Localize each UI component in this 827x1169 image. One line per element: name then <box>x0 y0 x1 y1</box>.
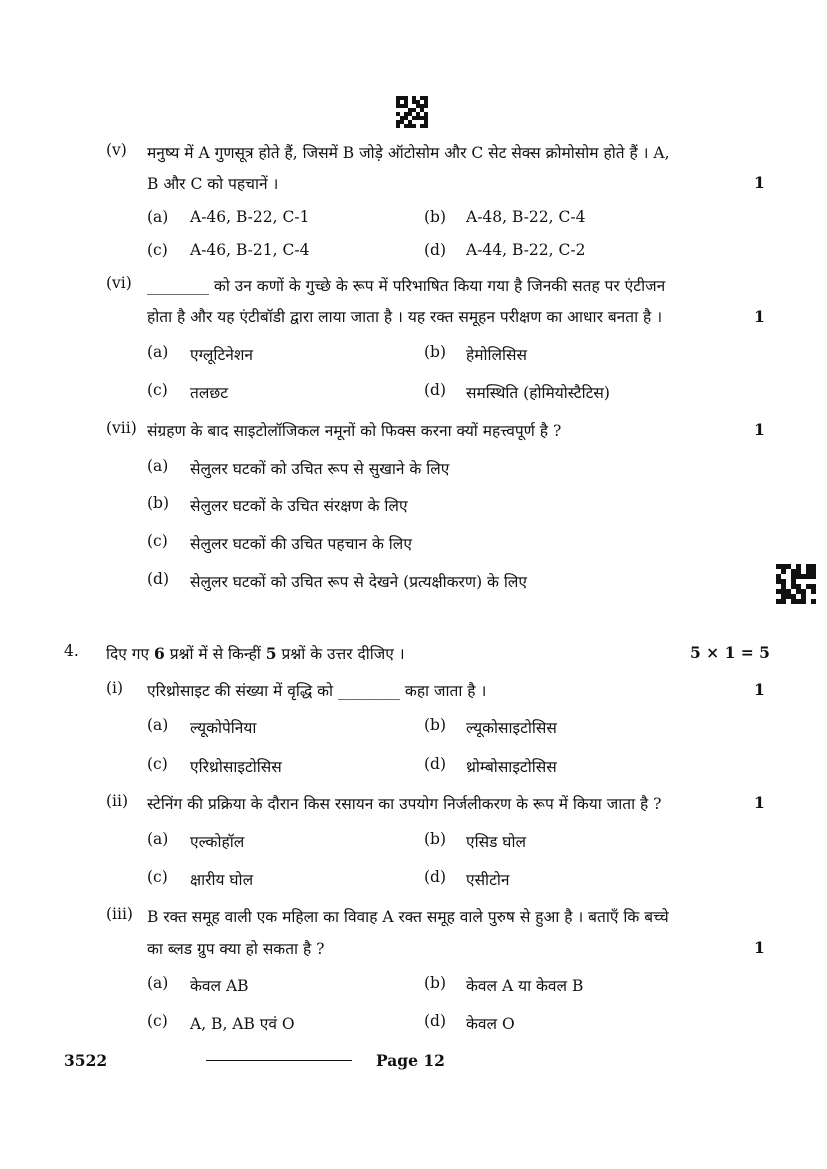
instruction-count: 6 <box>153 644 165 663</box>
option-label: (a) <box>147 716 169 734</box>
question-text: होता है और यह एंटीबॉडी द्वारा लाया जाता है । यह रक्त समूहन परीक्षण का आधार बनता है । <box>147 308 663 326</box>
option-label: (c) <box>147 868 168 886</box>
option-label: (a) <box>147 343 169 361</box>
option-label: (a) <box>147 830 169 848</box>
option-text: एग्लूटिनेशन <box>190 346 254 364</box>
option-text: एसीटोन <box>466 871 510 889</box>
option-text: A-48, B-22, C-4 <box>466 208 586 226</box>
option-text: थ्रोम्बोसाइटोसिस <box>466 758 557 776</box>
question-number: (vii) <box>106 419 137 437</box>
question-text: B और C को पहचानें । <box>147 175 279 193</box>
option-label: (b) <box>147 494 170 512</box>
question-text: स्टेनिंग की प्रक्रिया के दौरान किस रसायन का उपयोग निर्जलीकरण के रूप में किया जाता है ? <box>147 795 662 813</box>
question-instruction <box>106 642 405 664</box>
marks: 1 <box>754 793 765 812</box>
option-label: (c) <box>147 241 168 259</box>
option-label: (c) <box>147 381 168 399</box>
option-text: सेलुलर घटकों के उचित संरक्षण के लिए <box>190 497 408 515</box>
footer-divider <box>206 1060 352 1061</box>
option-text: हेमोलिसिस <box>466 346 528 364</box>
marks: 1 <box>754 307 765 326</box>
option-text: केवल AB <box>190 977 249 995</box>
question-number: (iii) <box>106 905 133 923</box>
marks: 1 <box>754 420 765 439</box>
option-label: (d) <box>424 1012 447 1030</box>
instruction-text: प्रश्नों में से किन्हीं <box>164 645 266 663</box>
option-text: तलछट <box>190 384 229 402</box>
question-text: एरिथ्रोसाइट की संख्या में वृद्धि को ________ कहा जाता है । <box>147 682 487 700</box>
question-number: (ii) <box>106 792 129 810</box>
option-label: (d) <box>424 755 447 773</box>
question-text: B रक्त समूह वाली एक महिला का विवाह A रक्त समूह वाले पुरुष से हुआ है । बताएँ कि बच्चे <box>147 908 669 926</box>
option-text: सेलुलर घटकों को उचित रूप से देखने (प्रत्यक्षीकरण) के लिए <box>190 573 527 591</box>
page-number: Page 12 <box>376 1051 445 1070</box>
marks: 1 <box>754 173 765 192</box>
option-label: (b) <box>424 208 447 226</box>
option-text: क्षारीय घोल <box>190 871 254 889</box>
question-text: का ब्लड ग्रुप क्या हो सकता है ? <box>147 940 325 958</box>
instruction-text: प्रश्नों के उत्तर दीजिए । <box>276 645 405 663</box>
option-label: (c) <box>147 1012 168 1030</box>
option-text: एसिड घोल <box>466 833 526 851</box>
marks: 1 <box>754 938 765 957</box>
qr-code-side <box>776 564 816 604</box>
instruction-count: 5 <box>265 644 277 663</box>
option-text: केवल O <box>466 1015 515 1033</box>
question-text: संग्रहण के बाद साइटोलॉजिकल नमूनों को फिक्स करना क्यों महत्त्वपूर्ण है ? <box>147 422 562 440</box>
option-text: समस्थिति (होमियोस्टैटिस) <box>466 384 610 402</box>
option-text: ल्यूकोसाइटोसिस <box>466 719 557 737</box>
question-text: ________ को उन कणों के गुच्छे के रूप में परिभाषित किया गया है जिनकी सतह पर एंटीजन <box>147 277 666 295</box>
paper-code: 3522 <box>64 1051 108 1070</box>
option-label: (d) <box>147 570 170 588</box>
option-text: A-44, B-22, C-2 <box>466 241 586 259</box>
option-label: (a) <box>147 457 169 475</box>
question-number: 4. <box>64 642 79 660</box>
option-text: A, B, AB एवं O <box>190 1015 295 1033</box>
option-text: A-46, B-22, C-1 <box>190 208 310 226</box>
option-label: (d) <box>424 381 447 399</box>
option-text: एल्कोहॉल <box>190 833 245 851</box>
option-label: (b) <box>424 716 447 734</box>
option-text: A-46, B-21, C-4 <box>190 241 310 259</box>
marks: 1 <box>754 680 765 699</box>
option-label: (b) <box>424 830 447 848</box>
instruction-text: दिए गए <box>106 645 154 663</box>
option-label: (d) <box>424 868 447 886</box>
option-label: (a) <box>147 974 169 992</box>
marks: 5 × 1 = 5 <box>690 643 770 662</box>
option-label: (d) <box>424 241 447 259</box>
option-label: (a) <box>147 208 169 226</box>
option-text: ल्यूकोपेनिया <box>190 719 257 737</box>
option-label: (b) <box>424 343 447 361</box>
option-text: सेलुलर घटकों की उचित पहचान के लिए <box>190 535 412 553</box>
option-label: (c) <box>147 532 168 550</box>
question-number: (vi) <box>106 274 132 292</box>
question-number: (v) <box>106 141 127 159</box>
option-label: (c) <box>147 755 168 773</box>
option-label: (b) <box>424 974 447 992</box>
qr-code-top <box>396 96 428 128</box>
option-text: सेलुलर घटकों को उचित रूप से सुखाने के लिए <box>190 460 450 478</box>
question-text: मनुष्य में A गुणसूत्र होते हैं, जिसमें B जोड़े ऑटोसोम और C सेट सेक्स क्रोमोसोम होते हैं । A, <box>147 144 670 162</box>
option-text: केवल A या केवल B <box>466 977 584 995</box>
question-number: (i) <box>106 679 124 697</box>
option-text: एरिथ्रोसाइटोसिस <box>190 758 282 776</box>
